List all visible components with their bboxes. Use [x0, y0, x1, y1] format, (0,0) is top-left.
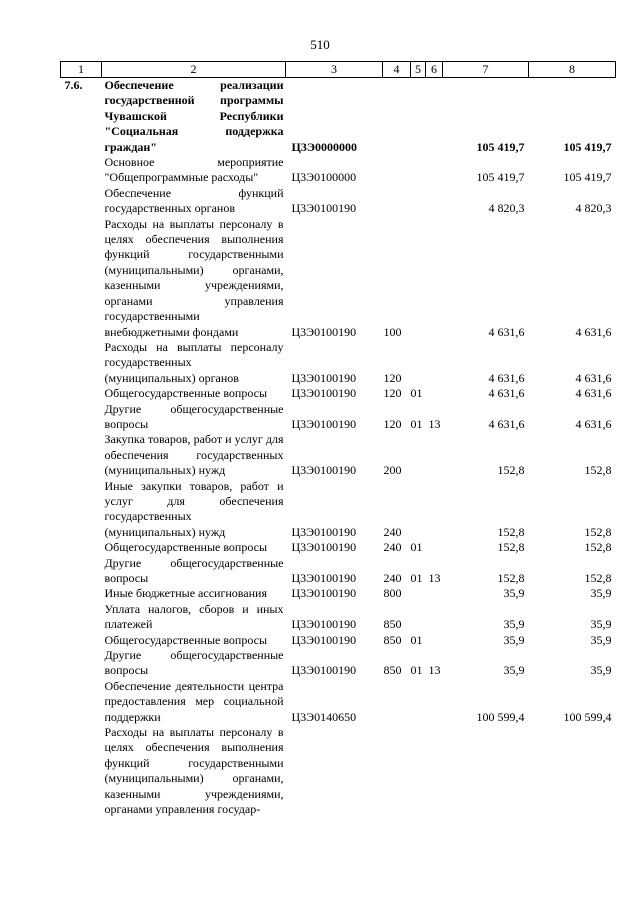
target-code-cell: Ц3Э0100190 [291, 632, 357, 647]
table-row [61, 78, 616, 156]
amount-col8-cell: 105 419,7 [563, 139, 612, 154]
expense-type-cell [383, 78, 411, 156]
target-code-cell: Ц3Э0100190 [291, 617, 357, 632]
table-row [61, 679, 616, 725]
section-cell [411, 432, 426, 478]
amount-col7-cell: 4 631,6 [488, 324, 525, 339]
subsection-cell [426, 340, 443, 386]
item-name-cell: Обеспечение функций государственных органов [104, 185, 284, 216]
subsection-cell [426, 217, 443, 340]
amount-col7-cell: 105 419,7 [476, 170, 525, 185]
subsection-cell [426, 186, 443, 217]
expense-type-cell [383, 155, 411, 186]
amount-col7-cell: 152,8 [497, 524, 525, 539]
target-code-cell: Ц3Э0000000 [291, 139, 357, 154]
row-number-cell: 7.6. [64, 78, 83, 92]
subsection-cell [426, 586, 443, 601]
target-code-cell: Ц3Э0100190 [291, 663, 357, 678]
section-cell [411, 586, 426, 601]
amount-col8-cell: 105 419,7 [563, 170, 612, 185]
amount-col7-cell: 4 631,6 [488, 370, 525, 385]
section-cell: 01 [410, 540, 423, 555]
amount-col7-cell: 35,9 [503, 586, 525, 601]
amount-col7-cell [443, 725, 529, 817]
target-code-cell: Ц3Э0100000 [291, 170, 357, 185]
row-number-cell [61, 155, 102, 186]
item-name-cell: Иные закупки товаров, работ и услуг для обеспечения государственных (муниципальных) нужд [104, 478, 284, 539]
item-name-cell: Основное мероприятие "Общепрограммные расходы" [104, 155, 284, 185]
subsection-cell [426, 386, 443, 401]
target-code-cell: Ц3Э0100190 [291, 524, 357, 539]
table-row [61, 402, 616, 433]
target-code-cell: Ц3Э0100190 [291, 201, 357, 216]
section-cell [411, 479, 426, 541]
row-number-cell [61, 386, 102, 401]
amount-col8-cell: 152,8 [584, 524, 612, 539]
target-code-cell: Ц3Э0100190 [291, 586, 357, 601]
row-number-cell [61, 648, 102, 679]
column-header: 7 [443, 62, 529, 78]
amount-col7-cell: 152,8 [497, 540, 525, 555]
column-header: 8 [529, 62, 616, 78]
subsection-cell [426, 725, 443, 817]
column-header: 5 [411, 62, 426, 78]
subsection-cell [426, 540, 443, 555]
amount-col7-cell: 35,9 [503, 663, 525, 678]
item-name-cell: Расходы на выплаты персоналу в целях обеспечения выполнения функций государственными (муниципальными) органами, казенными учреждениями, органами управления государственными внебюджетными фондами [104, 216, 284, 339]
row-number-cell [61, 479, 102, 541]
section-cell [411, 186, 426, 217]
row-number-cell [61, 186, 102, 217]
table-row [61, 556, 616, 587]
target-code-cell: Ц3Э0100190 [291, 324, 357, 339]
table-row [61, 725, 616, 817]
expense-type-cell: 200 [383, 463, 402, 478]
expense-type-cell: 240 [383, 571, 402, 585]
expense-type-cell [383, 679, 411, 725]
expense-type-cell: 120 [383, 386, 402, 401]
expense-type-cell: 800 [383, 586, 402, 601]
section-cell [411, 602, 426, 633]
column-header: 2 [102, 62, 286, 78]
row-number-cell [61, 602, 102, 633]
table-body [61, 78, 616, 818]
amount-col8-cell: 4 631,6 [575, 324, 612, 339]
amount-col8-cell: 4 631,6 [575, 386, 612, 401]
amount-col8-cell: 152,8 [584, 571, 612, 585]
target-code-cell: Ц3Э0100190 [291, 463, 357, 478]
section-cell: 01 [410, 416, 423, 431]
item-name-cell: Обеспечение деятельности центра предоставления мер социальной поддержки [104, 678, 284, 724]
row-number-cell [61, 432, 102, 478]
section-cell [411, 155, 426, 186]
amount-col7-cell: 152,8 [497, 571, 525, 585]
amount-col8-cell: 35,9 [590, 617, 612, 632]
amount-col7-cell: 105 419,7 [476, 139, 525, 154]
row-number-cell [61, 540, 102, 555]
amount-col8-cell: 35,9 [590, 586, 612, 601]
section-cell [411, 340, 426, 386]
row-number-cell [61, 217, 102, 340]
section-cell: 01 [410, 386, 423, 401]
amount-col8-cell: 35,9 [590, 632, 612, 647]
target-code-cell: Ц3Э0100190 [291, 370, 357, 385]
row-number-cell [61, 556, 102, 587]
table-row [61, 633, 616, 648]
row-number-cell [61, 633, 102, 648]
table-row [61, 340, 616, 386]
table-row [61, 217, 616, 340]
table-row [61, 386, 616, 401]
item-name-cell: Уплата налогов, сборов и иных платежей [104, 601, 284, 632]
amount-col7-cell: 4 631,6 [488, 416, 525, 431]
expense-type-cell: 120 [383, 416, 402, 431]
amount-col8-cell: 4 631,6 [575, 416, 612, 431]
amount-col8-cell: 152,8 [584, 463, 612, 478]
expense-type-cell [383, 186, 411, 217]
amount-col8-cell [529, 725, 616, 817]
amount-col8-cell: 100 599,4 [563, 709, 612, 724]
expense-type-cell: 240 [383, 524, 402, 539]
subsection-cell [426, 679, 443, 725]
item-name-cell: Иные бюджетные ассигнования [104, 586, 267, 601]
amount-col8-cell: 4 631,6 [575, 370, 612, 385]
target-code-cell: Ц3Э0100190 [291, 416, 357, 431]
subsection-cell: 13 [428, 416, 441, 431]
target-code-cell [286, 725, 383, 817]
expense-type-cell: 120 [383, 370, 402, 385]
item-name-cell: Обеспечение реализации государственной программы Чувашской Республики "Социальная поддержка граждан" [104, 78, 284, 154]
column-header: 6 [426, 62, 443, 78]
amount-col7-cell: 35,9 [503, 617, 525, 632]
target-code-cell: Ц3Э0100190 [291, 386, 357, 401]
row-number-cell [61, 402, 102, 433]
expense-type-cell: 850 [383, 663, 402, 678]
expense-type-cell: 850 [383, 617, 402, 632]
amount-col8-cell: 152,8 [584, 540, 612, 555]
page-number: 510 [310, 37, 330, 52]
item-name-cell: Общегосударственные вопросы [104, 386, 268, 401]
table-row [61, 540, 616, 555]
amount-col7-cell: 4 631,6 [488, 386, 525, 401]
item-name-cell: Другие общегосударственные вопросы [104, 555, 284, 585]
item-name-cell: Другие общегосударственные вопросы [104, 648, 284, 678]
amount-col7-cell: 4 820,3 [488, 201, 525, 216]
section-cell [411, 679, 426, 725]
amount-col7-cell: 152,8 [497, 463, 525, 478]
table-row [61, 586, 616, 601]
subsection-cell [426, 479, 443, 541]
subsection-cell [426, 602, 443, 633]
table-row [61, 155, 616, 186]
section-cell: 01 [410, 663, 423, 678]
section-cell [411, 725, 426, 817]
table-row [61, 479, 616, 541]
section-cell [411, 78, 426, 156]
item-name-cell: Закупка товаров, работ и услуг для обеспечения государственных (муниципальных) нужд [104, 432, 284, 478]
section-cell: 01 [410, 571, 423, 585]
row-number-cell [61, 679, 102, 725]
target-code-cell: Ц3Э0100190 [291, 540, 357, 555]
table-row [61, 602, 616, 633]
item-name-cell: Другие общегосударственные вопросы [104, 401, 284, 431]
expense-type-cell [383, 725, 411, 817]
table-header-row [61, 62, 616, 78]
item-name-cell: Расходы на выплаты персоналу государственных (муниципальных) органов [104, 339, 284, 385]
amount-col8-cell: 35,9 [590, 663, 612, 678]
expense-type-cell: 100 [383, 324, 402, 339]
amount-col8-cell: 4 820,3 [575, 201, 612, 216]
table-row [61, 432, 616, 478]
section-cell: 01 [410, 632, 423, 647]
subsection-cell [426, 155, 443, 186]
section-cell [411, 217, 426, 340]
budget-table [60, 61, 616, 818]
subsection-cell [426, 432, 443, 478]
amount-col7-cell: 35,9 [503, 632, 525, 647]
row-number-cell [61, 725, 102, 817]
target-code-cell: Ц3Э0140650 [291, 709, 357, 724]
item-name-cell: Общегосударственные вопросы [104, 540, 268, 555]
row-number-cell [61, 586, 102, 601]
item-name-cell: Общегосударственные вопросы [104, 632, 268, 647]
subsection-cell [426, 633, 443, 648]
target-code-cell: Ц3Э0100190 [291, 571, 357, 585]
table-row [61, 186, 616, 217]
expense-type-cell: 240 [383, 540, 402, 555]
expense-type-cell: 850 [383, 632, 402, 647]
subsection-cell [426, 78, 443, 156]
table-row [61, 648, 616, 679]
column-header: 4 [383, 62, 411, 78]
column-header: 1 [61, 62, 102, 78]
subsection-cell: 13 [428, 663, 441, 678]
column-header: 3 [286, 62, 383, 78]
item-name-cell: Расходы на выплаты персоналу в целях обеспечения выполнения функций государственными (муниципальными) органами, казенными учреждениями, органами управления государ- [104, 725, 284, 817]
subsection-cell: 13 [428, 571, 441, 585]
row-number-cell [61, 340, 102, 386]
amount-col7-cell: 100 599,4 [476, 709, 525, 724]
